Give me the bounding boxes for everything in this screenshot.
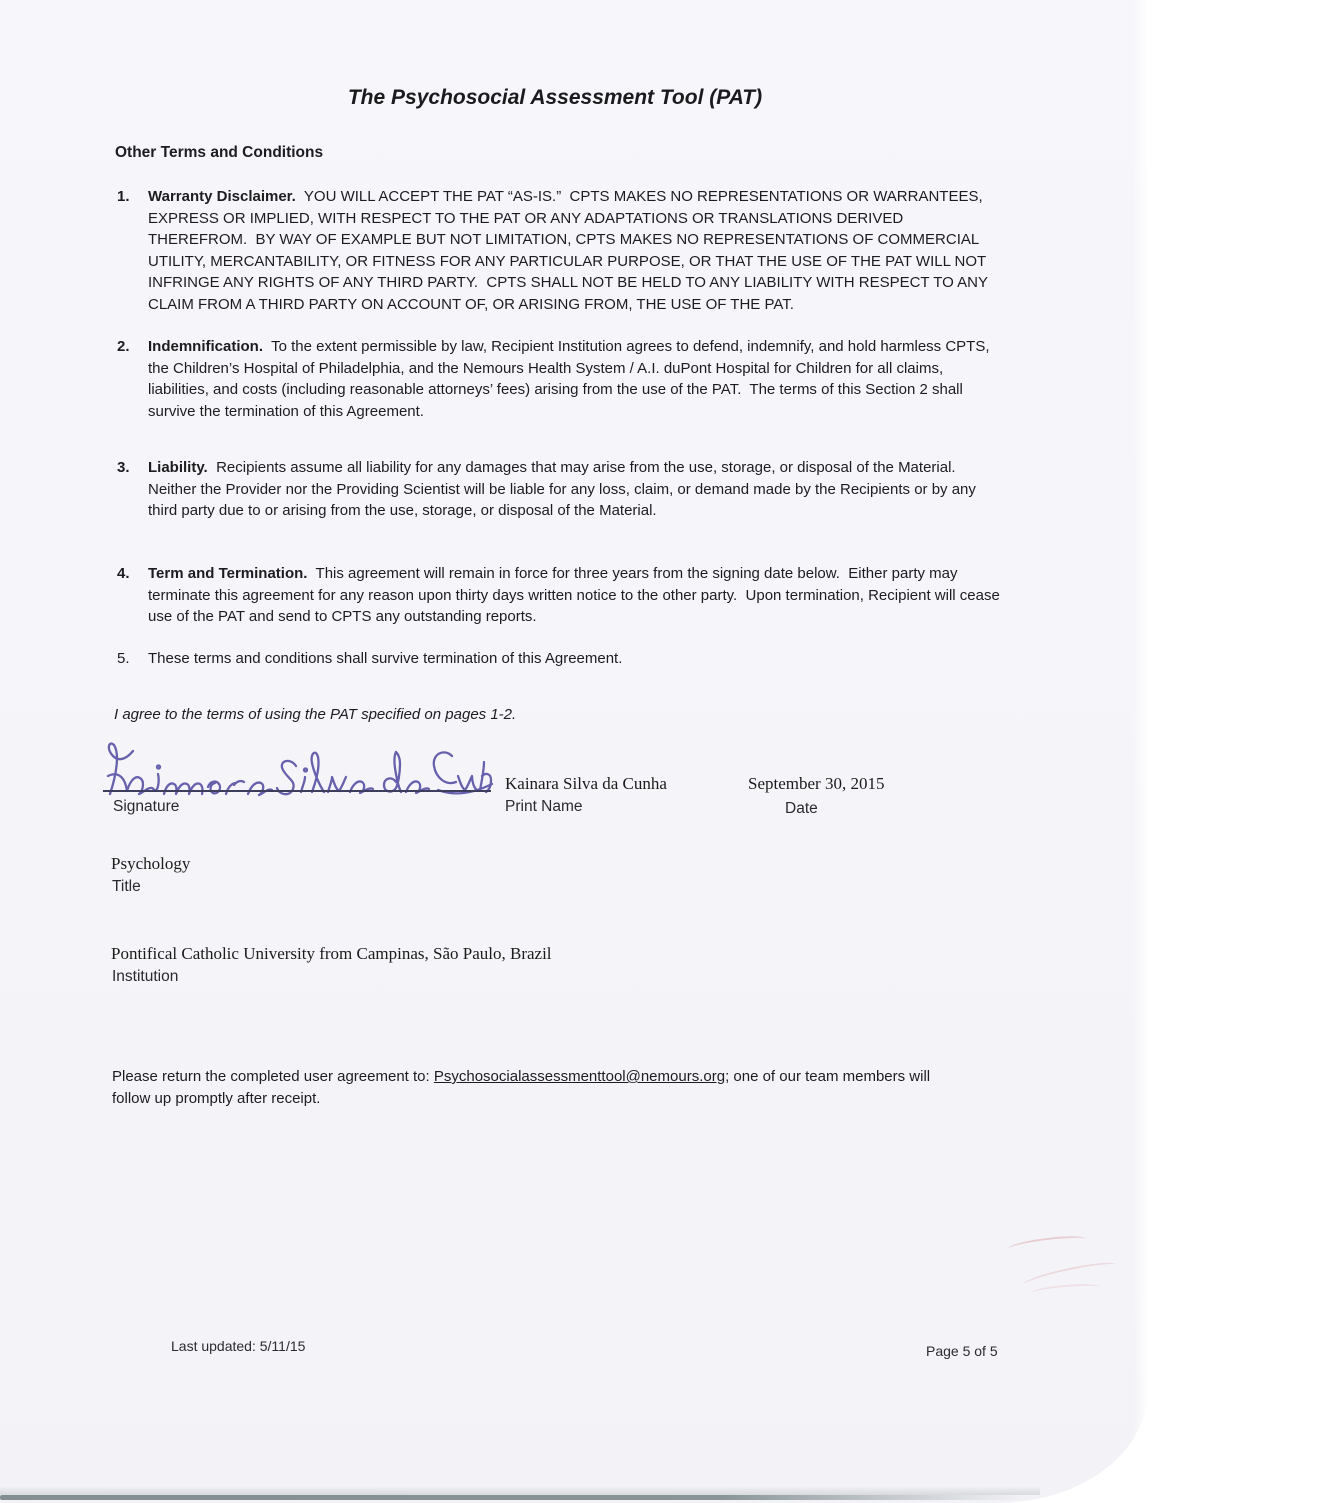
title-value: Psychology [111, 854, 191, 873]
term-item-3 [115, 457, 1000, 522]
return-instructions-prefix: Please return the completed user agreement to: [112, 1068, 434, 1085]
page-indicator: Page 5 of 5 [926, 1343, 998, 1359]
term-item-5 [115, 648, 1000, 670]
document-title: The Psychosocial Assessment Tool (PAT) [347, 86, 763, 109]
signature-line [103, 790, 491, 792]
term-label: Indemnification. [148, 338, 264, 355]
term-item-2 [115, 336, 1000, 422]
term-number: 5. [117, 650, 130, 667]
title-label: Title [112, 878, 141, 895]
date-value: September 30, 2015 [748, 774, 885, 793]
agreement-statement: I agree to the terms of using the PAT specified on pages 1-2. [114, 706, 517, 723]
term-text: These terms and conditions shall survive termination of this Agreement. [148, 650, 623, 667]
term-number: 1. [117, 188, 130, 205]
term-text: To the extent permissible by law, Recipient Institution agrees to defend, indemnify, and hold harmless CPTS, the Children’s Hospital of Philadelphia, and the Nemours Health System / A.I. duPont Hospital for Children for all claims, liabilities, and costs (including reasonable attorneys’ fees) arising from the use of the PAT. The terms of this Section 2 shall survive the termination of this Agreement. [148, 338, 994, 420]
date-label: Date [785, 800, 818, 817]
term-item-1 [115, 186, 1000, 316]
term-text: Recipients assume all liability for any damages that may arise from the use, storage, or disposal of the Material. Neither the Provider nor the Providing Scientist will be liable for any loss, claim, or demand made by the Recipients or by any third party due to or arising from the use, storage, or disposal of the Material. [148, 459, 981, 520]
last-updated: Last updated: 5/11/15 [171, 1338, 306, 1354]
section-heading: Other Terms and Conditions [115, 144, 324, 161]
term-label: Liability. [148, 459, 208, 476]
return-instructions [112, 1066, 972, 1110]
return-instructions-suffix: ; one of our team members will follow up promptly after receipt. [112, 1068, 931, 1107]
term-number: 2. [117, 338, 130, 355]
term-number: 3. [117, 459, 130, 476]
scanner-edge-line [0, 1495, 1025, 1500]
email-link[interactable]: Psychosocialassessmenttool@nemours.org [433, 1068, 726, 1085]
term-text: YOU WILL ACCEPT THE PAT “AS-IS.” CPTS MAKES NO REPRESENTATIONS OR WARRANTEES, EXPRESS OR IMPLIED, WITH RESPECT TO THE PAT OR ANY ADAPTATIONS OR TRANSLATIONS DERIVED THEREFROM. BY WAY OF EXAMPLE BUT NOT LIMITATION, CPTS MAKES NO REPRESENTATIONS OF COMMERCIAL UTILITY, MERCANTABILITY, OR FITNESS FOR ANY PARTICULAR PURPOSE, OR THAT THE USE OF THE PAT WILL NOT INFRINGE ANY RIGHTS OF ANY THIRD PARTY. CPTS SHALL NOT BE HELD TO ANY LIABILITY WITH RESPECT TO ANY CLAIM FROM A THIRD PARTY ON ACCOUNT OF, OR ARISING FROM, THE USE OF THE PAT. [148, 188, 992, 313]
institution-value: Pontifical Catholic University from Campinas, São Paulo, Brazil [111, 944, 552, 963]
print-name-label: Print Name [505, 798, 583, 815]
term-text: This agreement will remain in force for three years from the signing date below. Either party may terminate this agreement for any reason upon thirty days written notice to the other party. Upon termination, Recipient will cease use of the PAT and send to CPTS any outstanding reports. [148, 565, 1004, 626]
signature-label: Signature [113, 798, 180, 815]
institution-label: Institution [112, 968, 179, 985]
term-number: 4. [117, 565, 130, 582]
term-label: Warranty Disclaimer. [148, 188, 296, 205]
term-item-4 [115, 563, 1004, 628]
term-label: Term and Termination. [148, 565, 308, 582]
scan-bottom-shadow [0, 1486, 1040, 1495]
print-name-value: Kainara Silva da Cunha [505, 774, 667, 793]
